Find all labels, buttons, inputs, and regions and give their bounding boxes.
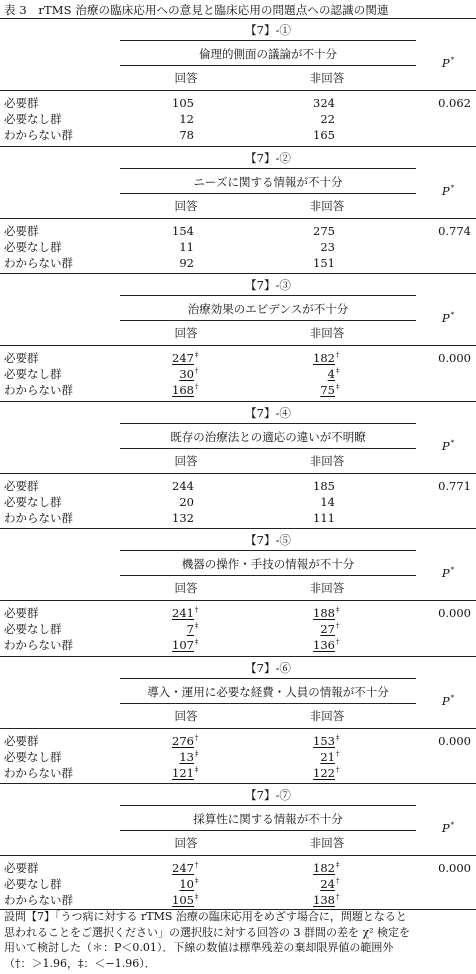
section-id: 【7】-⑥ — [245, 660, 291, 675]
column-answer: 回答 — [174, 581, 198, 595]
p-value: 0.000 — [438, 733, 471, 748]
count-cell — [172, 96, 201, 110]
column-no-answer: 非回答 — [309, 453, 345, 468]
footnote-line: 用いて検討した（＊：P＜0.01）．下線の数値は標準残差の棄却限界値の範囲外 — [4, 941, 394, 954]
count-value: 182 — [313, 351, 335, 365]
column-no-answer: 非回答 — [309, 71, 345, 85]
group-label: わからない群 — [4, 893, 73, 907]
count-cell: 138† — [313, 893, 340, 907]
count-value: 105 — [172, 96, 194, 110]
p-header — [442, 566, 454, 580]
count-value: 165 — [313, 128, 335, 142]
p-label: P — [441, 56, 450, 70]
section-top-rule — [0, 18, 476, 19]
p-star: * — [450, 566, 455, 574]
count-value: 105 — [172, 893, 194, 907]
count-value: 168 — [172, 383, 194, 397]
section-id-rule — [120, 805, 416, 806]
group-label: 必要なし群 — [4, 494, 62, 509]
p-star: * — [450, 438, 455, 447]
question-label: 倫理的側面の議論が不十分 — [199, 47, 337, 61]
p-star: * — [450, 56, 455, 64]
count-cell: 182† — [313, 351, 340, 365]
question-label: 導入・運用に必要な経費・人員の情報が不十分 — [147, 684, 389, 699]
count-value: 23 — [320, 239, 335, 254]
p-value: 0.062 — [438, 96, 471, 110]
column-no-answer: 非回答 — [309, 326, 345, 340]
section-top-rule — [0, 528, 476, 529]
p-header — [442, 439, 454, 453]
count-cell: 27† — [320, 622, 340, 636]
group-label: 必要群 — [4, 733, 39, 748]
header-bottom-rule — [0, 728, 476, 729]
header-bottom-rule — [0, 90, 476, 91]
p-header — [442, 311, 454, 325]
column-answer: 回答 — [174, 836, 198, 850]
count-value: 151 — [313, 255, 335, 270]
question-rule — [120, 830, 416, 831]
count-cell: 13‡ — [179, 749, 199, 764]
section-top-rule — [0, 146, 476, 147]
section-top-rule — [0, 656, 476, 657]
count-value: 275 — [313, 223, 335, 238]
section-id-rule — [120, 550, 416, 551]
count-cell — [313, 256, 342, 270]
count-cell — [313, 96, 342, 110]
count-value: 27 — [320, 622, 335, 636]
section-top-rule — [0, 401, 476, 402]
question-rule — [120, 320, 416, 321]
column-no-answer: 非回答 — [309, 836, 345, 850]
count-cell: 188‡ — [313, 606, 340, 620]
count-value: 138 — [313, 893, 335, 907]
group-label: わからない群 — [4, 510, 73, 525]
count-value: 122 — [313, 765, 335, 780]
count-cell — [313, 479, 342, 493]
section-id-rule — [120, 168, 416, 169]
count-cell: 136† — [313, 638, 340, 652]
count-cell: 7‡ — [186, 622, 199, 636]
section-id: 【7】-⑤ — [245, 533, 291, 547]
count-value: 11 — [179, 239, 194, 254]
count-cell: 107‡ — [172, 638, 199, 652]
count-value: 185 — [313, 478, 335, 493]
count-value: 4 — [327, 367, 335, 381]
p-star: * — [450, 821, 455, 829]
footnote-line: 設問【7】「うつ病に対する rTMS 治療の臨床応用をめざす場合に，問題となると — [4, 910, 407, 923]
p-header — [442, 821, 454, 835]
p-header — [442, 694, 454, 708]
count-cell — [172, 511, 201, 525]
count-cell: 4‡ — [327, 367, 340, 381]
p-label: P — [441, 438, 450, 453]
column-no-answer: 非回答 — [309, 708, 345, 723]
count-value: 24 — [320, 877, 335, 891]
question-rule — [120, 575, 416, 576]
count-value: 132 — [172, 510, 194, 525]
group-label: 必要なし群 — [4, 239, 62, 254]
section-id: 【7】-⑦ — [245, 788, 291, 802]
group-label: 必要なし群 — [4, 367, 62, 381]
count-cell — [179, 495, 201, 509]
count-cell: 24† — [320, 877, 340, 891]
count-cell — [179, 240, 201, 254]
column-answer: 回答 — [174, 198, 198, 213]
count-cell: 241† — [172, 606, 199, 620]
question-label: 採算性に関する情報が不十分 — [193, 812, 343, 826]
p-star: * — [450, 693, 455, 702]
question-rule — [120, 193, 416, 194]
count-value: 154 — [172, 223, 194, 238]
count-cell — [179, 112, 201, 126]
section-id: 【7】-④ — [245, 405, 291, 420]
count-value: 247 — [172, 351, 194, 365]
section-id: 【7】-① — [245, 23, 291, 37]
count-cell: 182‡ — [313, 861, 340, 875]
count-value: 13 — [179, 749, 194, 764]
group-label: 必要なし群 — [4, 622, 62, 636]
section-top-rule — [0, 783, 476, 784]
count-cell: 75‡ — [320, 383, 340, 397]
group-label: 必要なし群 — [4, 877, 62, 891]
count-cell: 122† — [313, 765, 340, 780]
group-label: 必要群 — [4, 606, 39, 620]
group-label: わからない群 — [4, 128, 73, 142]
count-value: 121 — [172, 765, 194, 780]
p-label: P — [441, 183, 450, 198]
count-cell: 247† — [172, 861, 199, 875]
count-value: 241 — [172, 606, 194, 620]
question-rule — [120, 65, 416, 66]
count-value: 20 — [179, 494, 194, 509]
count-value: 7 — [186, 622, 194, 636]
section-id: 【7】-③ — [245, 278, 291, 292]
p-value: 0.000 — [438, 351, 471, 365]
group-label: わからない群 — [4, 638, 73, 652]
p-header — [442, 56, 454, 70]
group-label: わからない群 — [4, 765, 73, 780]
p-label: P — [441, 566, 450, 580]
p-value: 0.774 — [438, 223, 471, 238]
count-value: 78 — [179, 128, 194, 142]
count-value: 153 — [313, 733, 335, 748]
count-cell — [313, 128, 342, 142]
count-value: 111 — [313, 510, 335, 525]
count-cell: 21† — [320, 749, 340, 764]
section-id-rule — [120, 423, 416, 424]
group-label: 必要群 — [4, 96, 39, 110]
count-cell — [320, 112, 342, 126]
count-value: 12 — [179, 112, 194, 126]
count-cell: 153‡ — [313, 733, 340, 748]
column-answer: 回答 — [174, 71, 198, 85]
count-value: 247 — [172, 861, 194, 875]
header-bottom-rule — [0, 473, 476, 474]
column-answer: 回答 — [174, 326, 198, 340]
p-label: P — [441, 693, 450, 708]
section-top-rule — [0, 273, 476, 274]
header-bottom-rule — [0, 345, 476, 346]
header-bottom-rule — [0, 218, 476, 219]
p-value: 0.771 — [438, 478, 471, 493]
group-label: 必要群 — [4, 351, 39, 365]
column-no-answer: 非回答 — [309, 198, 345, 213]
question-rule — [120, 448, 416, 449]
count-cell: 30† — [179, 367, 199, 381]
count-cell — [320, 240, 342, 254]
group-label: わからない群 — [4, 383, 73, 397]
footnote-line: 思われることをご選択ください」の選択肢に対する回答の 3 群間の差を χ² 検定を — [4, 925, 411, 939]
count-value: 276 — [172, 733, 194, 748]
count-value: 30 — [179, 367, 194, 381]
question-rule — [120, 703, 416, 704]
p-value: 0.000 — [438, 861, 471, 875]
count-cell — [172, 479, 201, 493]
count-value: 324 — [313, 96, 335, 110]
p-label: P — [441, 311, 450, 325]
count-value: 10 — [179, 877, 194, 891]
count-cell — [179, 128, 201, 142]
count-value: 188 — [313, 606, 335, 620]
count-value: 107 — [172, 638, 194, 652]
count-cell — [313, 511, 342, 525]
column-answer: 回答 — [174, 453, 198, 468]
footnote-line: （†：＞1.96，‡：＜−1.96）． — [4, 956, 156, 970]
count-value: 22 — [320, 112, 335, 126]
group-label: 必要なし群 — [4, 112, 62, 126]
count-value: 14 — [320, 494, 335, 509]
count-cell: 121‡ — [172, 765, 199, 780]
count-cell — [313, 224, 342, 238]
column-no-answer: 非回答 — [309, 581, 345, 595]
count-value: 92 — [179, 255, 194, 270]
count-value: 21 — [320, 749, 335, 764]
count-cell: 168† — [172, 383, 199, 397]
count-value: 75 — [320, 383, 335, 397]
table-title: 表 3 rTMS 治療の臨床応用への意見と臨床応用の問題点への認識の関連 — [4, 3, 389, 17]
header-bottom-rule — [0, 600, 476, 601]
p-star: * — [450, 183, 455, 192]
group-label: わからない群 — [4, 255, 73, 270]
count-cell: 276† — [172, 733, 199, 748]
section-id-rule — [120, 295, 416, 296]
p-star: * — [450, 311, 455, 319]
question-label: 機器の操作・手技の情報が不十分 — [181, 557, 355, 571]
column-answer: 回答 — [174, 708, 198, 723]
count-cell — [320, 495, 342, 509]
group-label: 必要群 — [4, 478, 39, 493]
footnote — [4, 909, 472, 971]
count-cell: 247‡ — [172, 351, 199, 365]
section-id: 【7】-② — [245, 150, 291, 165]
section-id-rule — [120, 40, 416, 41]
question-label: 治療効果のエビデンスが不十分 — [187, 302, 349, 316]
section-id-rule — [120, 678, 416, 679]
group-label: 必要群 — [4, 861, 39, 875]
count-cell — [179, 256, 201, 270]
count-cell: 10‡ — [179, 877, 199, 891]
group-label: 必要なし群 — [4, 749, 62, 764]
header-bottom-rule — [0, 855, 476, 856]
count-value: 182 — [313, 861, 335, 875]
question-label: ニーズに関する情報が不十分 — [193, 174, 343, 189]
count-cell: 105‡ — [172, 893, 199, 907]
group-label: 必要群 — [4, 223, 39, 238]
p-header — [442, 184, 454, 198]
count-value: 136 — [313, 638, 335, 652]
count-value: 244 — [172, 478, 194, 493]
p-label: P — [441, 821, 450, 835]
p-value: 0.000 — [438, 606, 471, 620]
question-label: 既存の治療法との適応の違いが不明瞭 — [170, 429, 366, 444]
count-cell — [172, 224, 201, 238]
